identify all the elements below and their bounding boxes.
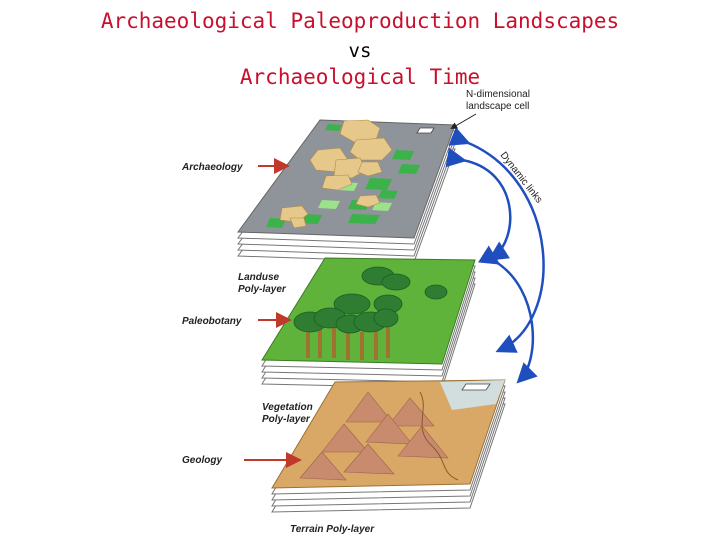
archaeology-layer — [238, 120, 455, 262]
title-line-3: Archaeological Time — [239, 65, 481, 89]
title-line-1: Archaeological Paleoproduction Landscapes — [100, 9, 620, 33]
label-landuse-1: Landuse — [238, 272, 280, 283]
label-geology: Geology — [182, 455, 223, 466]
label-paleobotany: Paleobotany — [182, 316, 242, 327]
title-line-2: vs — [348, 40, 372, 62]
callout-pointer — [452, 114, 476, 128]
dynamic-links-label: Dynamic links — [497, 150, 545, 206]
callout-line-1: N-dimensional — [466, 89, 530, 100]
landscape-cell-marker — [417, 128, 434, 133]
label-archaeology: Archaeology — [182, 162, 243, 173]
geology-layer — [272, 380, 505, 512]
paleobotany-layer — [262, 258, 475, 388]
label-vegetation-2: Poly-layer — [262, 414, 310, 425]
label-landuse-2: Poly-layer — [238, 284, 286, 295]
label-terrain: Terrain Poly-layer — [290, 524, 375, 535]
label-vegetation-1: Vegetation — [262, 402, 313, 413]
callout-line-2: landscape cell — [466, 101, 530, 112]
